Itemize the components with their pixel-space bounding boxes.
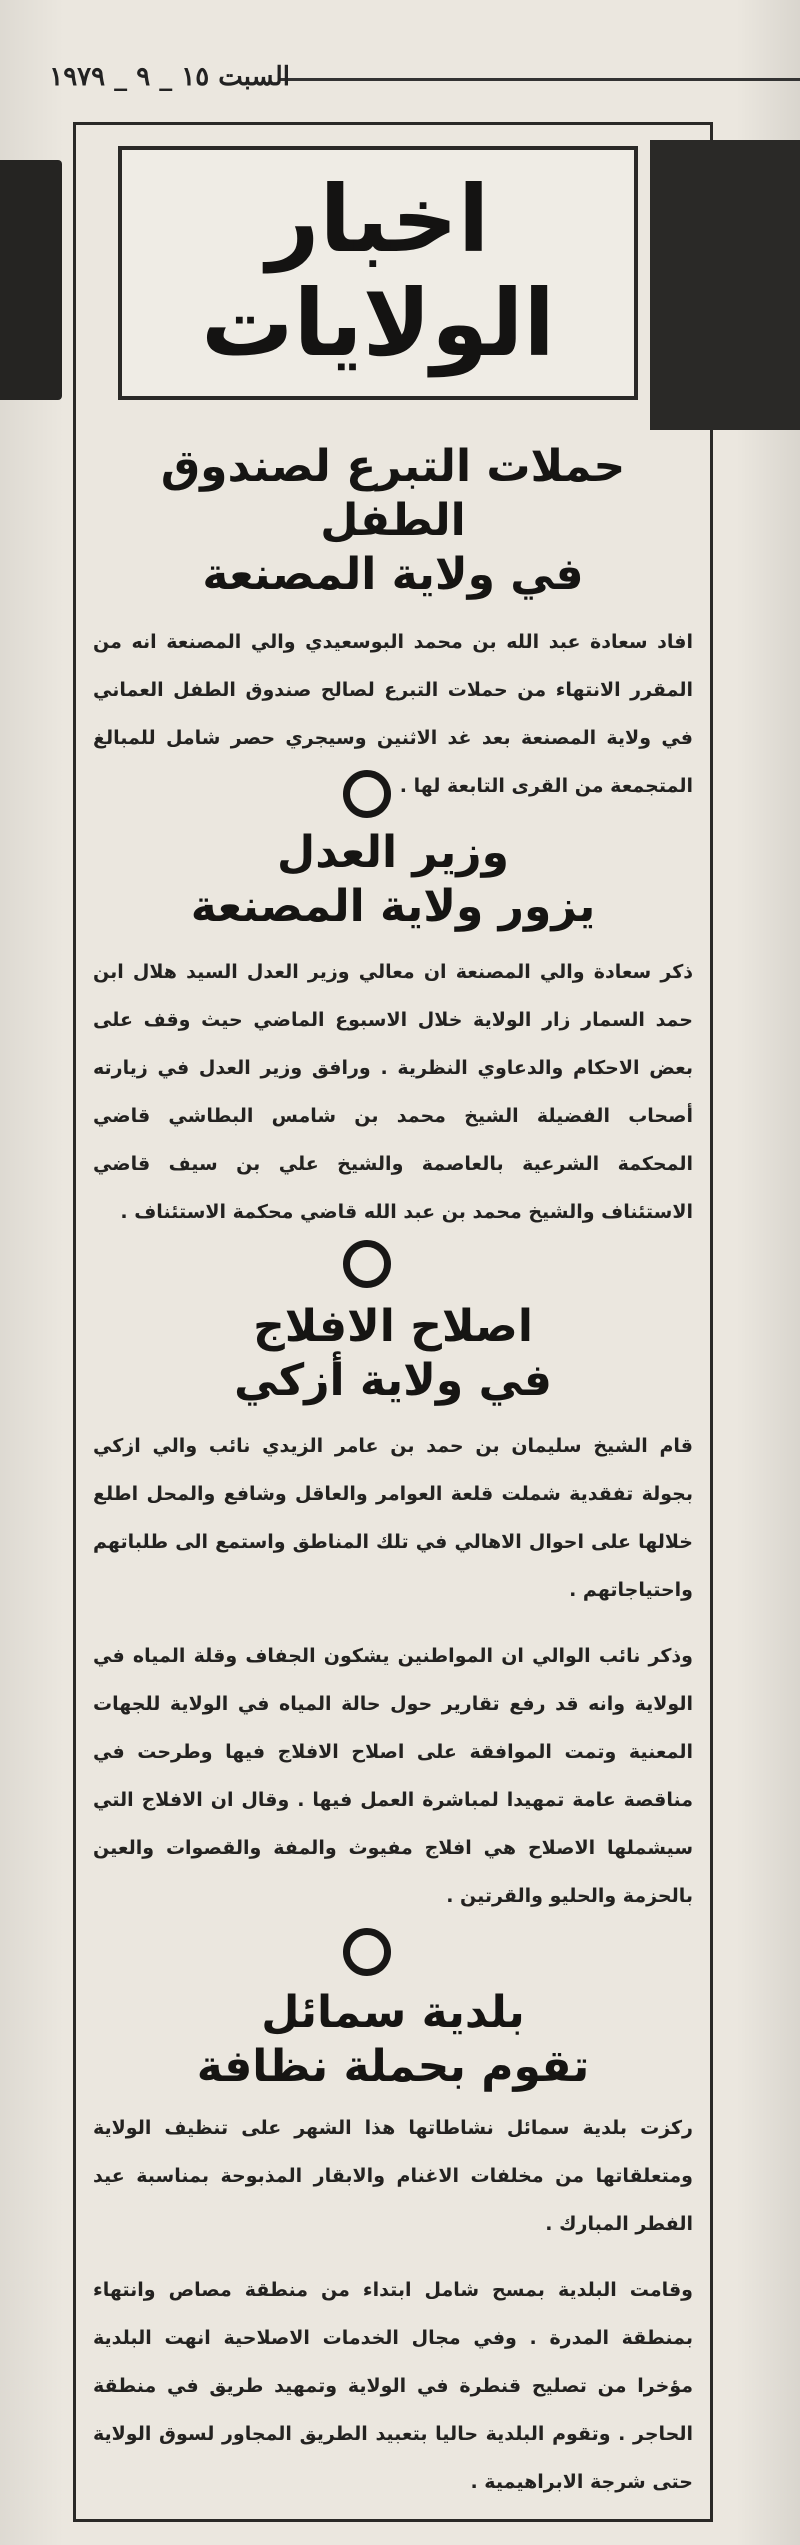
- headline-line-2: في ولاية المصنعة: [202, 549, 584, 600]
- banner-title-line-2: الولايات: [201, 270, 555, 377]
- article-paragraph: افاد سعادة عبد الله بن محمد البوسعيدي والي المصنعة انه من المقرر الانتهاء من حملات التبرع لصالح صندوق الطفل العماني في ولاية المصنعة بعد غد الاثنين وسيجري حصر شامل للمبالغ المتجمعة من القرى التابعة لها .: [93, 631, 693, 797]
- banner-title-line-1: اخبار: [266, 166, 490, 273]
- left-dark-bar: [0, 160, 62, 400]
- article-justice-minister: [93, 826, 693, 1236]
- article-headline: [93, 440, 693, 602]
- article-headline: [93, 826, 693, 934]
- article-aflaj-repair: [93, 1300, 693, 1920]
- article-headline: [93, 1986, 693, 2094]
- separator-ring-icon: [343, 770, 391, 818]
- article-paragraph: ذكر سعادة والي المصنعة ان معالي وزير العدل السيد هلال ابن حمد السمار زار الولاية خلال الاسبوع الماضي حيث وقف على بعض الاحكام والدعاوي النظرية . ورافق وزير العدل في زيارته أصحاب الفضيلة الشيخ محمد بن شامس البطاشي قاضي المحكمة الشرعية بالعاصمة والشيخ علي بن سيف قاضي الاستئناف والشيخ محمد بن عبد الله قاضي محكمة الاستئناف .: [93, 961, 693, 1223]
- headline-line-2: في ولاية أزكي: [234, 1355, 552, 1406]
- headline-line-1: حملات التبرع لصندوق الطفل: [160, 441, 626, 546]
- article-headline: [93, 1300, 693, 1408]
- article-paragraph: ركزت بلدية سمائل نشاطاتها هذا الشهر على تنظيف الولاية ومتعلقاتها من مخلفات الاغنام والابقار المذبوحة بمناسبة عيد الفطر المبارك .: [93, 2117, 693, 2235]
- article-paragraph: وذكر نائب الوالي ان المواطنين يشكون الجفاف وقلة المياه في الولاية وانه قد رفع تقارير حول حالة المياه في الولاية للجهات المعنية وتمت الموافقة على اصلاح الافلاج فيها وطرحت في مناقصة عامة تمهيدا لمباشرة العمل فيها . وقال ان الافلاج التي سيشملها الاصلاح هي افلاج مفيوث والمفة والقصوات والعين بالحزمة والحليو والقرتين .: [93, 1645, 693, 1907]
- headline-line-2: تقوم بحملة نظافة: [196, 2041, 590, 2092]
- separator-ring-icon: [343, 1928, 391, 1976]
- article-paragraph: وقامت البلدية بمسح شامل ابتداء من منطقة مصاص وانتهاء بمنطقة المدرة . وفي مجال الخدمات الاصلاحية انهت البلدية مؤخرا من تصليح قنطرة في الولاية وتمهيد طريق في منطقة الحاجر . وتقوم البلدية حاليا بتعبيد الطريق المجاور لسوق الولاية حتى شرجة الابراهيمية .: [93, 2279, 693, 2493]
- headline-line-1: اصلاح الافلاج: [253, 1301, 533, 1352]
- article-paragraph: قام الشيخ سليمان بن حمد بن عامر الزيدي نائب والي ازكي بجولة تفقدية شملت قلعة العوامر والعاقل وشافع والمحل اطلع خلالها على احوال الاهالي في تلك المناطق واستمع الى طلباتهم واحتياجاتهم .: [93, 1435, 693, 1601]
- separator-ring-icon: [343, 1240, 391, 1288]
- article-samail-cleanup: [93, 1986, 693, 2506]
- section-banner: [118, 146, 638, 400]
- issue-date: السبت ١٥ _ ٩ _ ١٩٧٩: [49, 62, 290, 92]
- article-child-fund: [93, 440, 693, 810]
- masthead-rule: [280, 78, 800, 81]
- headline-line-1: بلدية سمائل: [261, 1987, 525, 2038]
- headline-line-1: وزير العدل: [277, 827, 509, 878]
- headline-line-2: يزور ولاية المصنعة: [190, 881, 596, 932]
